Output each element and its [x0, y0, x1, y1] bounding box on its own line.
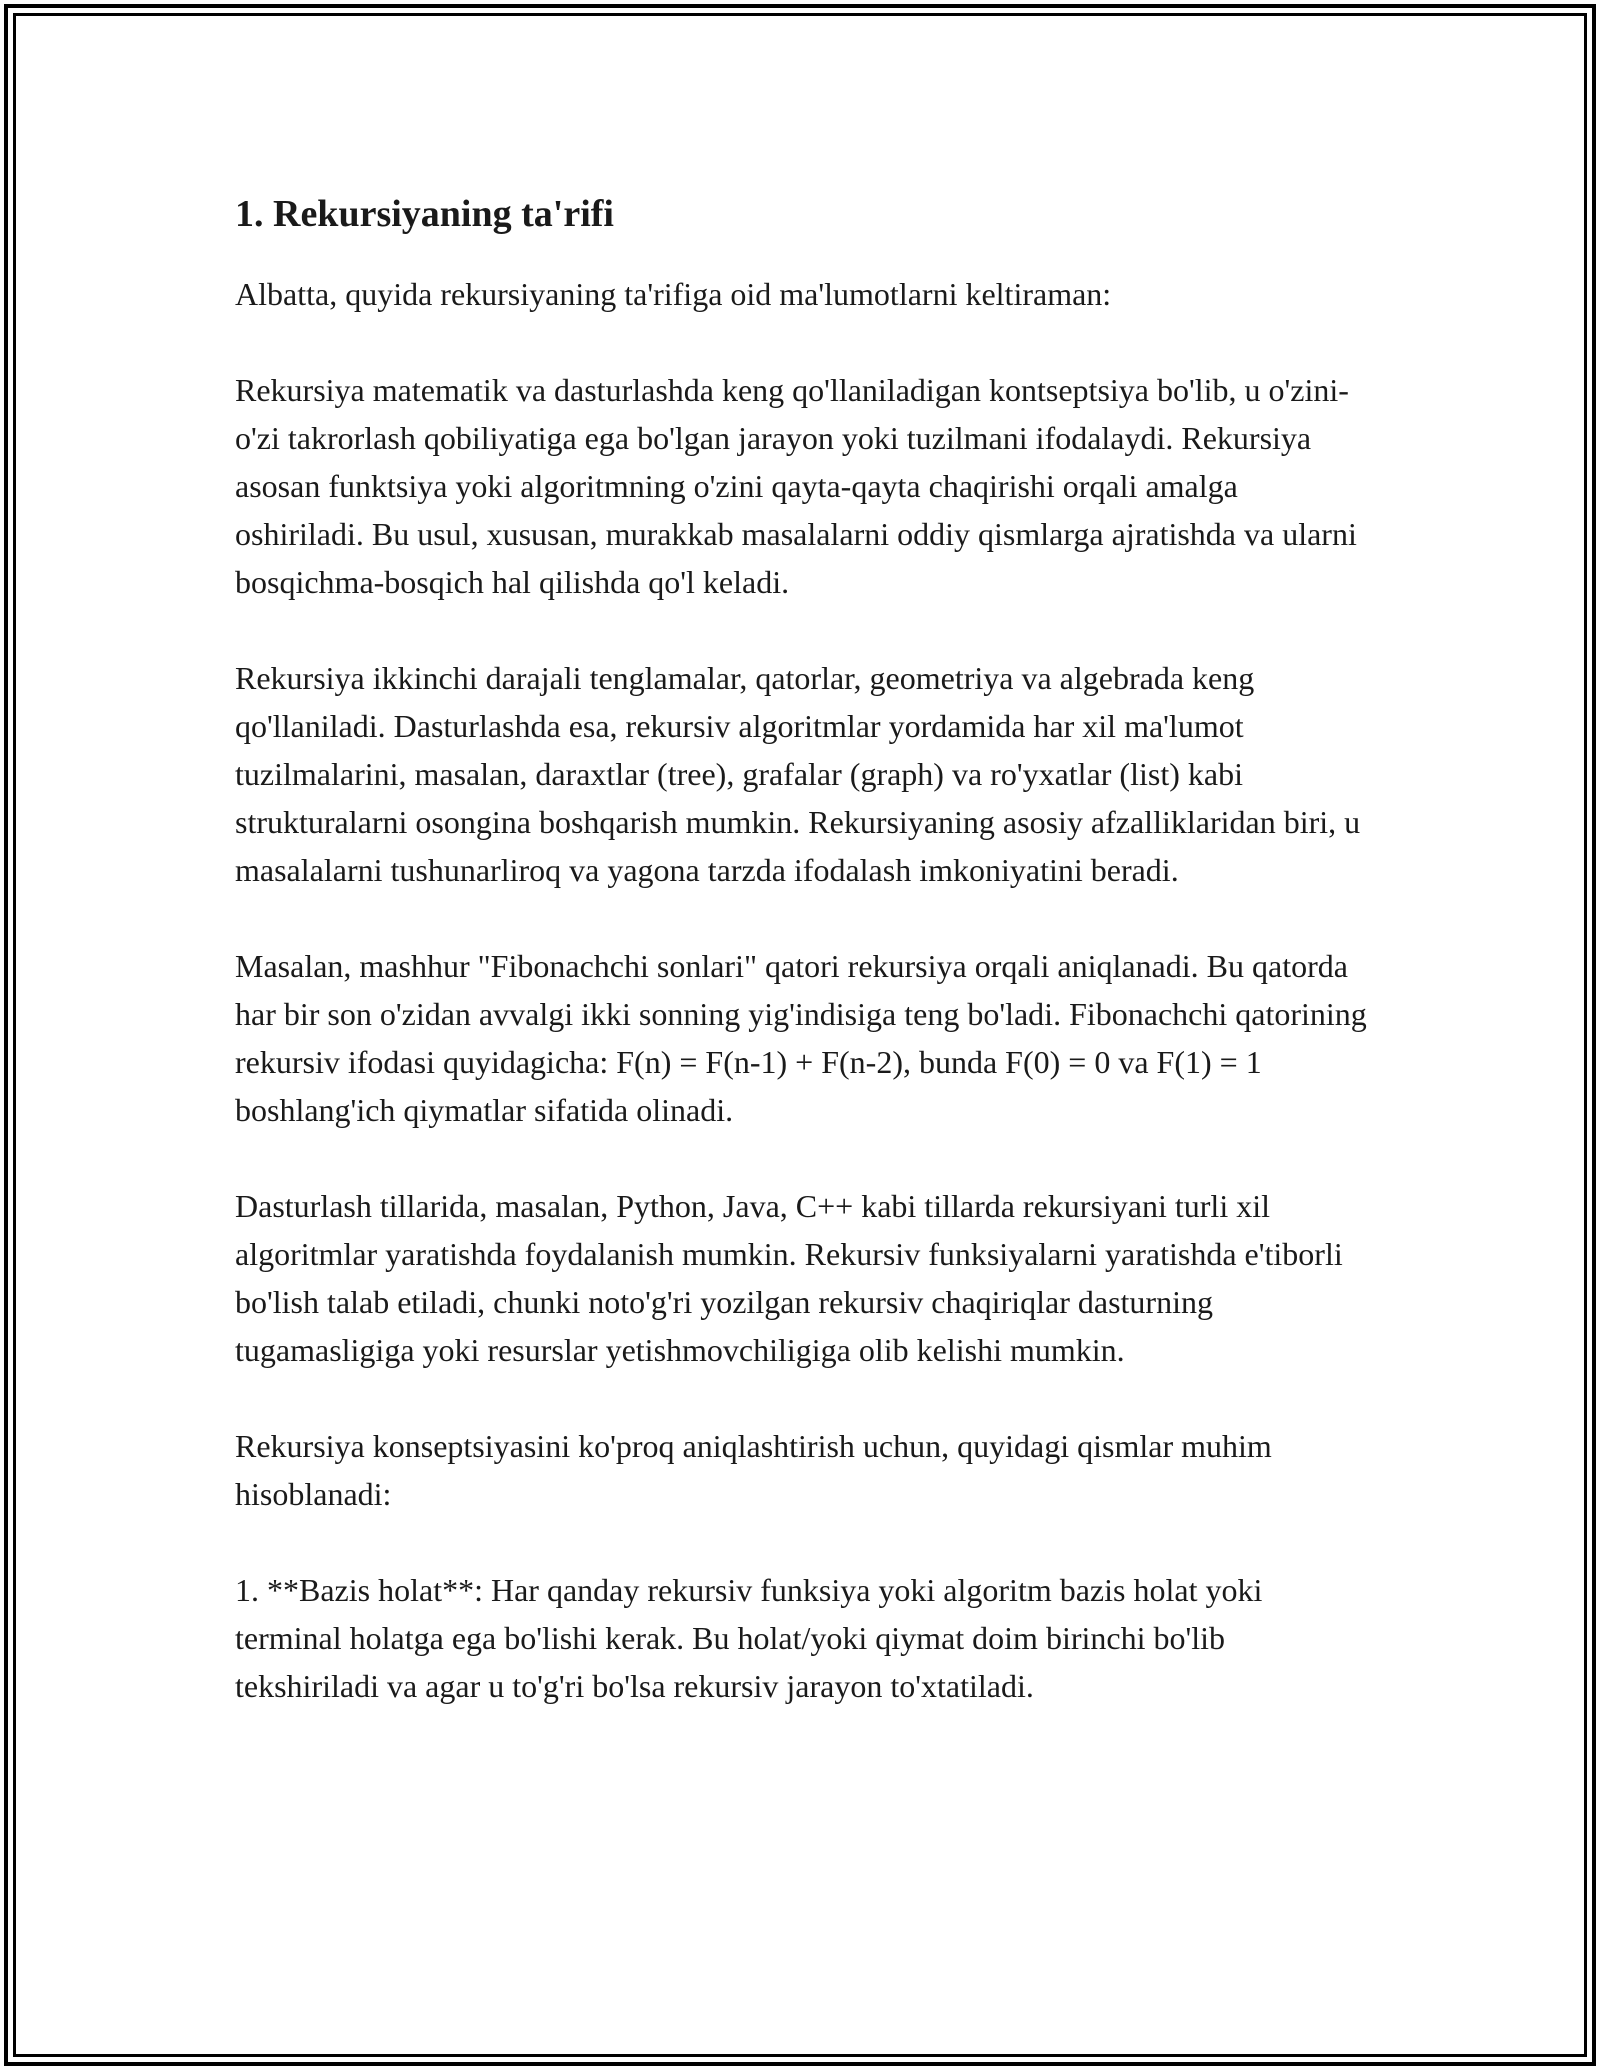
- concept-parts-paragraph: Rekursiya konseptsiyasini ko'proq aniqlashtirish uchun, quyidagi qismlar muhim hisoblanadi:: [235, 1428, 1272, 1512]
- applications-paragraph: Rekursiya ikkinchi darajali tenglamalar, qatorlar, geometriya va algebrada keng qo'llaniladi. Dasturlashda esa, rekursiv algoritmlar yordamida har xil ma'lumot tuzilmalarini, masalan, daraxtlar (tree), grafalar (graph) va ro'yxatlar (list) kabi strukturalarni osongina boshqarish mumkin. Rekursiyaning asosiy afzalliklaridan biri, u masalalarni tushunarliroq va yagona tarzda ifodalash imkoniyatini beradi.: [235, 660, 1361, 888]
- programming-languages-paragraph: Dasturlash tillarida, masalan, Python, Java, C++ kabi tillarda rekursiyani turli xil algoritmlar yaratishda foydalanish mumkin. Rekursiv funksiyalarni yaratishda e'tiborli bo'lish talab etiladi, chunki noto'g'ri yozilgan rekursiv chaqiriqlar dasturning tugamasligiga yoki resurslar yetishmovchiligiga olib kelishi mumkin.: [235, 1188, 1343, 1368]
- document-body: [235, 184, 1370, 1758]
- definition-paragraph: Rekursiya matematik va dasturlashda keng qo'llaniladigan kontseptsiya bo'lib, u o'zini-o'zi takrorlash qobiliyatiga ega bo'lgan jarayon yoki tuzilmani ifodalaydi. Rekursiya asosan funktsiya yoki algoritmning o'zini qayta-qayta chaqirishi orqali amalga oshiriladi. Bu usul, xususan, murakkab masalalarni oddiy qismlarga ajratishda va ularni bosqichma-bosqich hal qilishda qo'l keladi.: [235, 372, 1357, 600]
- base-case-paragraph: 1. **Bazis holat**: Har qanday rekursiv funksiya yoki algoritm bazis holat yoki terminal holatga ega bo'lishi kerak. Bu holat/yoki qiymat doim birinchi bo'lib tekshiriladi va agar u to'g'ri bo'lsa rekursiv jarayon to'xtatiladi.: [235, 1572, 1263, 1704]
- fibonacci-paragraph: Masalan, mashhur "Fibonachchi sonlari" qatori rekursiya orqali aniqlanadi. Bu qatorda har bir son o'zidan avvalgi ikki sonning yig'indisiga teng bo'ladi. Fibonachchi qatorining rekursiv ifodasi quyidagicha: F(n) = F(n-1) + F(n-2), bunda F(0) = 0 va F(1) = 1 boshlang'ich qiymatlar sifatida olinadi.: [235, 948, 1367, 1128]
- intro-paragraph: Albatta, quyida rekursiyaning ta'rifiga oid ma'lumotlarni keltiraman:: [235, 276, 1112, 312]
- section-title: 1. Rekursiyaning ta'rifi: [235, 193, 614, 235]
